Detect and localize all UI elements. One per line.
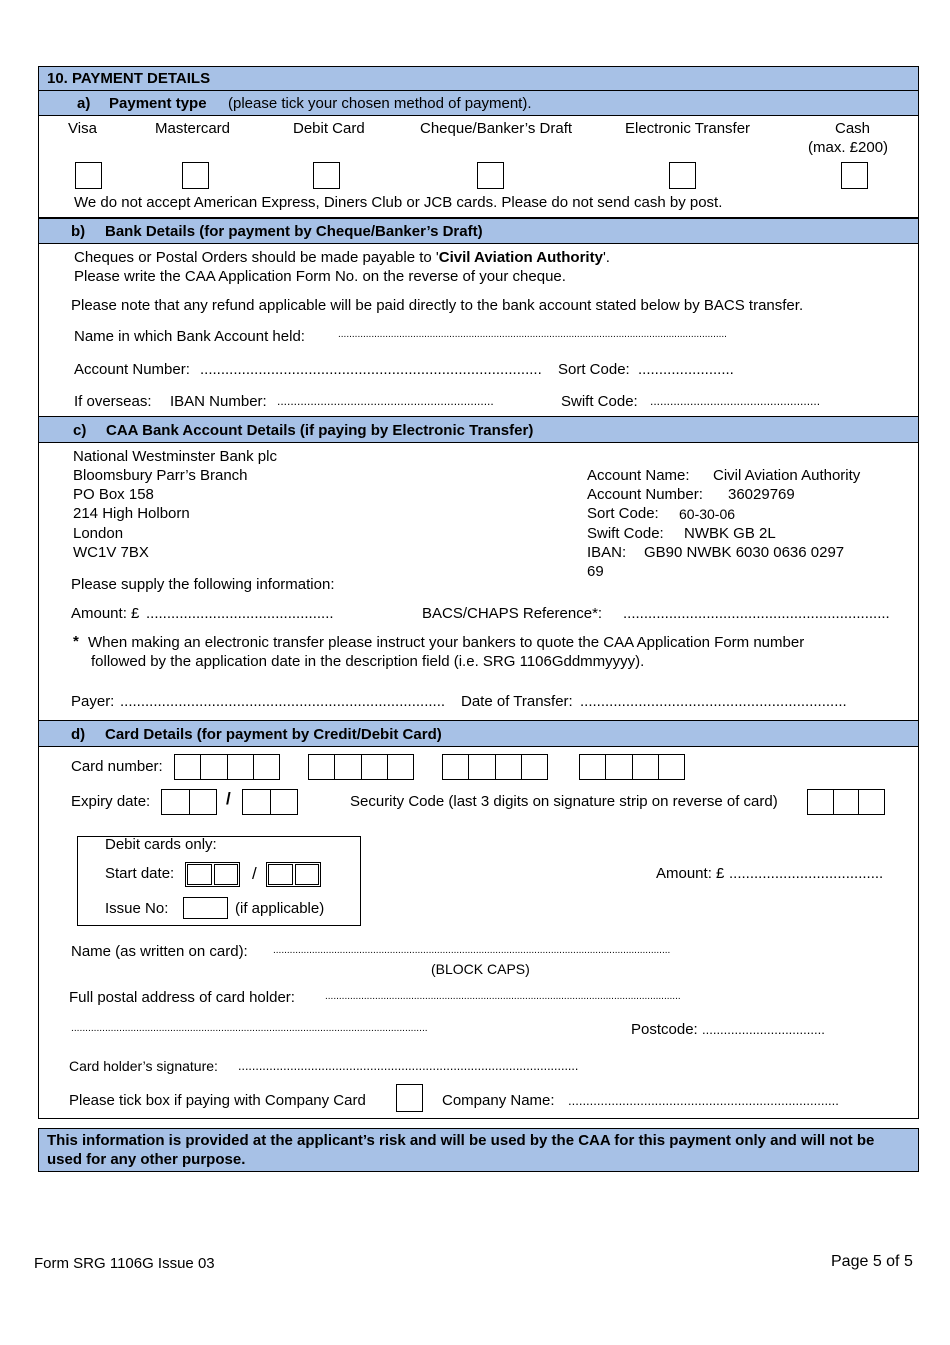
postal-address-field-2[interactable]: .............................................................................................................................. (71, 1023, 428, 1034)
page-number: Page 5 of 5 (831, 1253, 913, 1270)
supply-info-text: Please supply the following information: (71, 576, 335, 593)
card-details-title: Card Details (for payment by Credit/Debit Card) (105, 726, 442, 743)
payment-type-title: Payment type (109, 95, 207, 112)
caa-bank-title: CAA Bank Account Details (if paying by Electronic Transfer) (106, 422, 534, 439)
expiry-month-input[interactable] (161, 789, 217, 815)
account-number-label: Account Number: (74, 361, 190, 378)
payment-type-header (38, 90, 919, 116)
caa-swift-label: Swift Code: (587, 525, 664, 542)
start-date-label: Start date: (105, 865, 175, 882)
card-number-group-1[interactable] (174, 754, 280, 780)
cash-max-note: (max. £200) (808, 139, 889, 156)
postal-address-field-1[interactable]: ................................................................................................................................ (325, 991, 681, 1002)
card-number-label: Card number: (71, 758, 163, 775)
card-amount-field[interactable]: ..................................... (729, 865, 884, 882)
expiry-date-label: Expiry date: (71, 793, 151, 810)
cheque-payable-text: Cheques or Postal Orders should be made payable to 'Civil Aviation Authority'. (74, 249, 610, 266)
debit-only-label: Debit cards only: (105, 836, 217, 853)
electronic-transfer-checkbox[interactable] (669, 162, 696, 189)
card-number-group-3[interactable] (442, 754, 548, 780)
caa-account-name: Civil Aviation Authority (713, 467, 861, 484)
expiry-year-input[interactable] (242, 789, 298, 815)
caa-account-number: 36029769 (728, 486, 795, 503)
caa-sort-code: 60-30-06 (679, 506, 736, 522)
sort-code-label: Sort Code: (558, 361, 630, 378)
bank-address-line-3: PO Box 158 (73, 486, 154, 503)
payer-label: Payer: (71, 693, 115, 710)
card-details-header (38, 720, 919, 747)
start-month-input[interactable] (185, 862, 240, 887)
postcode-field[interactable]: .................................. (702, 1022, 825, 1037)
caa-iban-label: IBAN: (587, 544, 627, 561)
postcode-label: Postcode: (631, 1021, 698, 1038)
iban-field[interactable]: ................................................................. (277, 394, 494, 408)
bank-name-field[interactable]: ............................................................................................................................................ (338, 329, 727, 340)
caa-account-number-label: Account Number: (587, 486, 703, 503)
privacy-notice-box (38, 1128, 919, 1172)
swift-label: Swift Code: (561, 393, 638, 410)
footnote-star: * (73, 633, 79, 650)
transfer-amount-label: Amount: £ (71, 605, 140, 622)
section-b-letter: b) (71, 223, 86, 240)
security-code-input[interactable] (807, 789, 885, 815)
account-number-field[interactable]: .................................................................................. (200, 361, 542, 378)
bacs-reference-label: BACS/CHAPS Reference*: (422, 605, 603, 622)
bank-address-line-4: 214 High Holborn (73, 505, 190, 522)
bank-details-header (38, 218, 919, 244)
refund-note: Please note that any refund applicable will be paid directly to the bank account stated below by BACS transfer. (71, 297, 804, 314)
security-code-label: Security Code (last 3 digits on signature strip on reverse of card) (350, 793, 778, 810)
block-caps-note: (BLOCK CAPS) (431, 961, 530, 977)
overseas-label: If overseas: (74, 393, 152, 410)
transfer-note-line-2: followed by the application date in the description field (i.e. SRG 1106Gddmmyyyy). (91, 653, 645, 670)
section-title: 10. PAYMENT DETAILS (47, 70, 211, 87)
option-electronic-transfer-label: Electronic Transfer (625, 120, 751, 137)
caa-account-name-label: Account Name: (587, 467, 690, 484)
swift-field[interactable]: ................................................... (650, 394, 821, 408)
bank-address-line-6: WC1V 7BX (73, 544, 149, 561)
payer-field[interactable]: .............................................................................. (120, 693, 446, 710)
caa-sort-code-label: Sort Code: (587, 505, 659, 522)
section-header (38, 66, 919, 91)
payment-disclaimer: We do not accept American Express, Diners Club or JCB cards. Please do not send cash by post. (74, 194, 723, 211)
section-c-letter: c) (73, 422, 87, 439)
privacy-notice: This information is provided at the applicant’s risk and will be used by the CAA for this payment only and will not be used for any other purpose. (47, 1132, 875, 1168)
option-visa-label: Visa (68, 120, 97, 137)
debit-card-checkbox[interactable] (313, 162, 340, 189)
bacs-reference-field[interactable]: ................................................................ (623, 605, 890, 622)
card-amount-label: Amount: £ (656, 865, 725, 882)
visa-checkbox[interactable] (75, 162, 102, 189)
mastercard-checkbox[interactable] (182, 162, 209, 189)
iban-label: IBAN Number: (170, 393, 267, 410)
signature-field[interactable]: .................................................................................................. (238, 1059, 579, 1073)
transfer-date-field[interactable]: ................................................................ (580, 693, 847, 710)
caa-swift-code: NWBK GB 2L (684, 525, 776, 542)
bank-address-line-5: London (73, 525, 124, 542)
bank-details-title: Bank Details (for payment by Cheque/Banker’s Draft) (105, 223, 483, 240)
option-mastercard-label: Mastercard (155, 120, 231, 137)
company-name-field[interactable]: ........................................................................... (568, 1093, 839, 1108)
sort-code-field[interactable]: ....................... (638, 361, 734, 378)
option-cash-label: Cash (835, 120, 871, 137)
bank-name-label: Name in which Bank Account held: (74, 328, 305, 345)
cheque-checkbox[interactable] (477, 162, 504, 189)
transfer-date-label: Date of Transfer: (461, 693, 573, 710)
option-cheque-label: Cheque/Banker’s Draft (420, 120, 573, 137)
signature-label: Card holder’s signature: (69, 1058, 218, 1074)
caa-iban-line-1: GB90 NWBK 6030 0636 0297 (644, 544, 845, 561)
payment-type-note: (please tick your chosen method of payment). (228, 95, 532, 112)
caa-bank-header (38, 416, 919, 443)
bank-address-line-2: Bloomsbury Parr’s Branch (73, 467, 248, 484)
card-number-group-2[interactable] (308, 754, 414, 780)
if-applicable-note: (if applicable) (235, 900, 325, 917)
start-year-input[interactable] (266, 862, 321, 887)
cardholder-name-label: Name (as written on card): (71, 943, 248, 960)
form-reference: Form SRG 1106G Issue 03 (34, 1255, 215, 1272)
section-a-letter: a) (77, 95, 91, 112)
postal-address-label: Full postal address of card holder: (69, 989, 295, 1006)
transfer-amount-field[interactable]: ............................................. (146, 605, 334, 622)
company-card-checkbox[interactable] (396, 1084, 423, 1112)
section-d-letter: d) (71, 726, 86, 743)
cardholder-name-field[interactable]: ............................................................................................................................................... (273, 945, 671, 956)
company-name-label: Company Name: (442, 1092, 555, 1109)
cheque-reverse-text: Please write the CAA Application Form No. on the reverse of your cheque. (74, 268, 566, 285)
expiry-slash: / (226, 789, 231, 808)
cash-checkbox[interactable] (841, 162, 868, 189)
transfer-note-line-1: When making an electronic transfer please instruct your bankers to quote the CAA Application Form number (88, 634, 805, 651)
caa-iban-line-2: 69 (587, 563, 604, 580)
card-number-group-4[interactable] (579, 754, 685, 780)
start-slash: / (252, 864, 257, 883)
bank-address-line-1: National Westminster Bank plc (73, 448, 277, 465)
issue-no-label: Issue No: (105, 900, 169, 917)
company-card-label: Please tick box if paying with Company Card (69, 1092, 366, 1109)
issue-no-input[interactable] (183, 897, 228, 919)
option-debit-card-label: Debit Card (293, 120, 365, 137)
